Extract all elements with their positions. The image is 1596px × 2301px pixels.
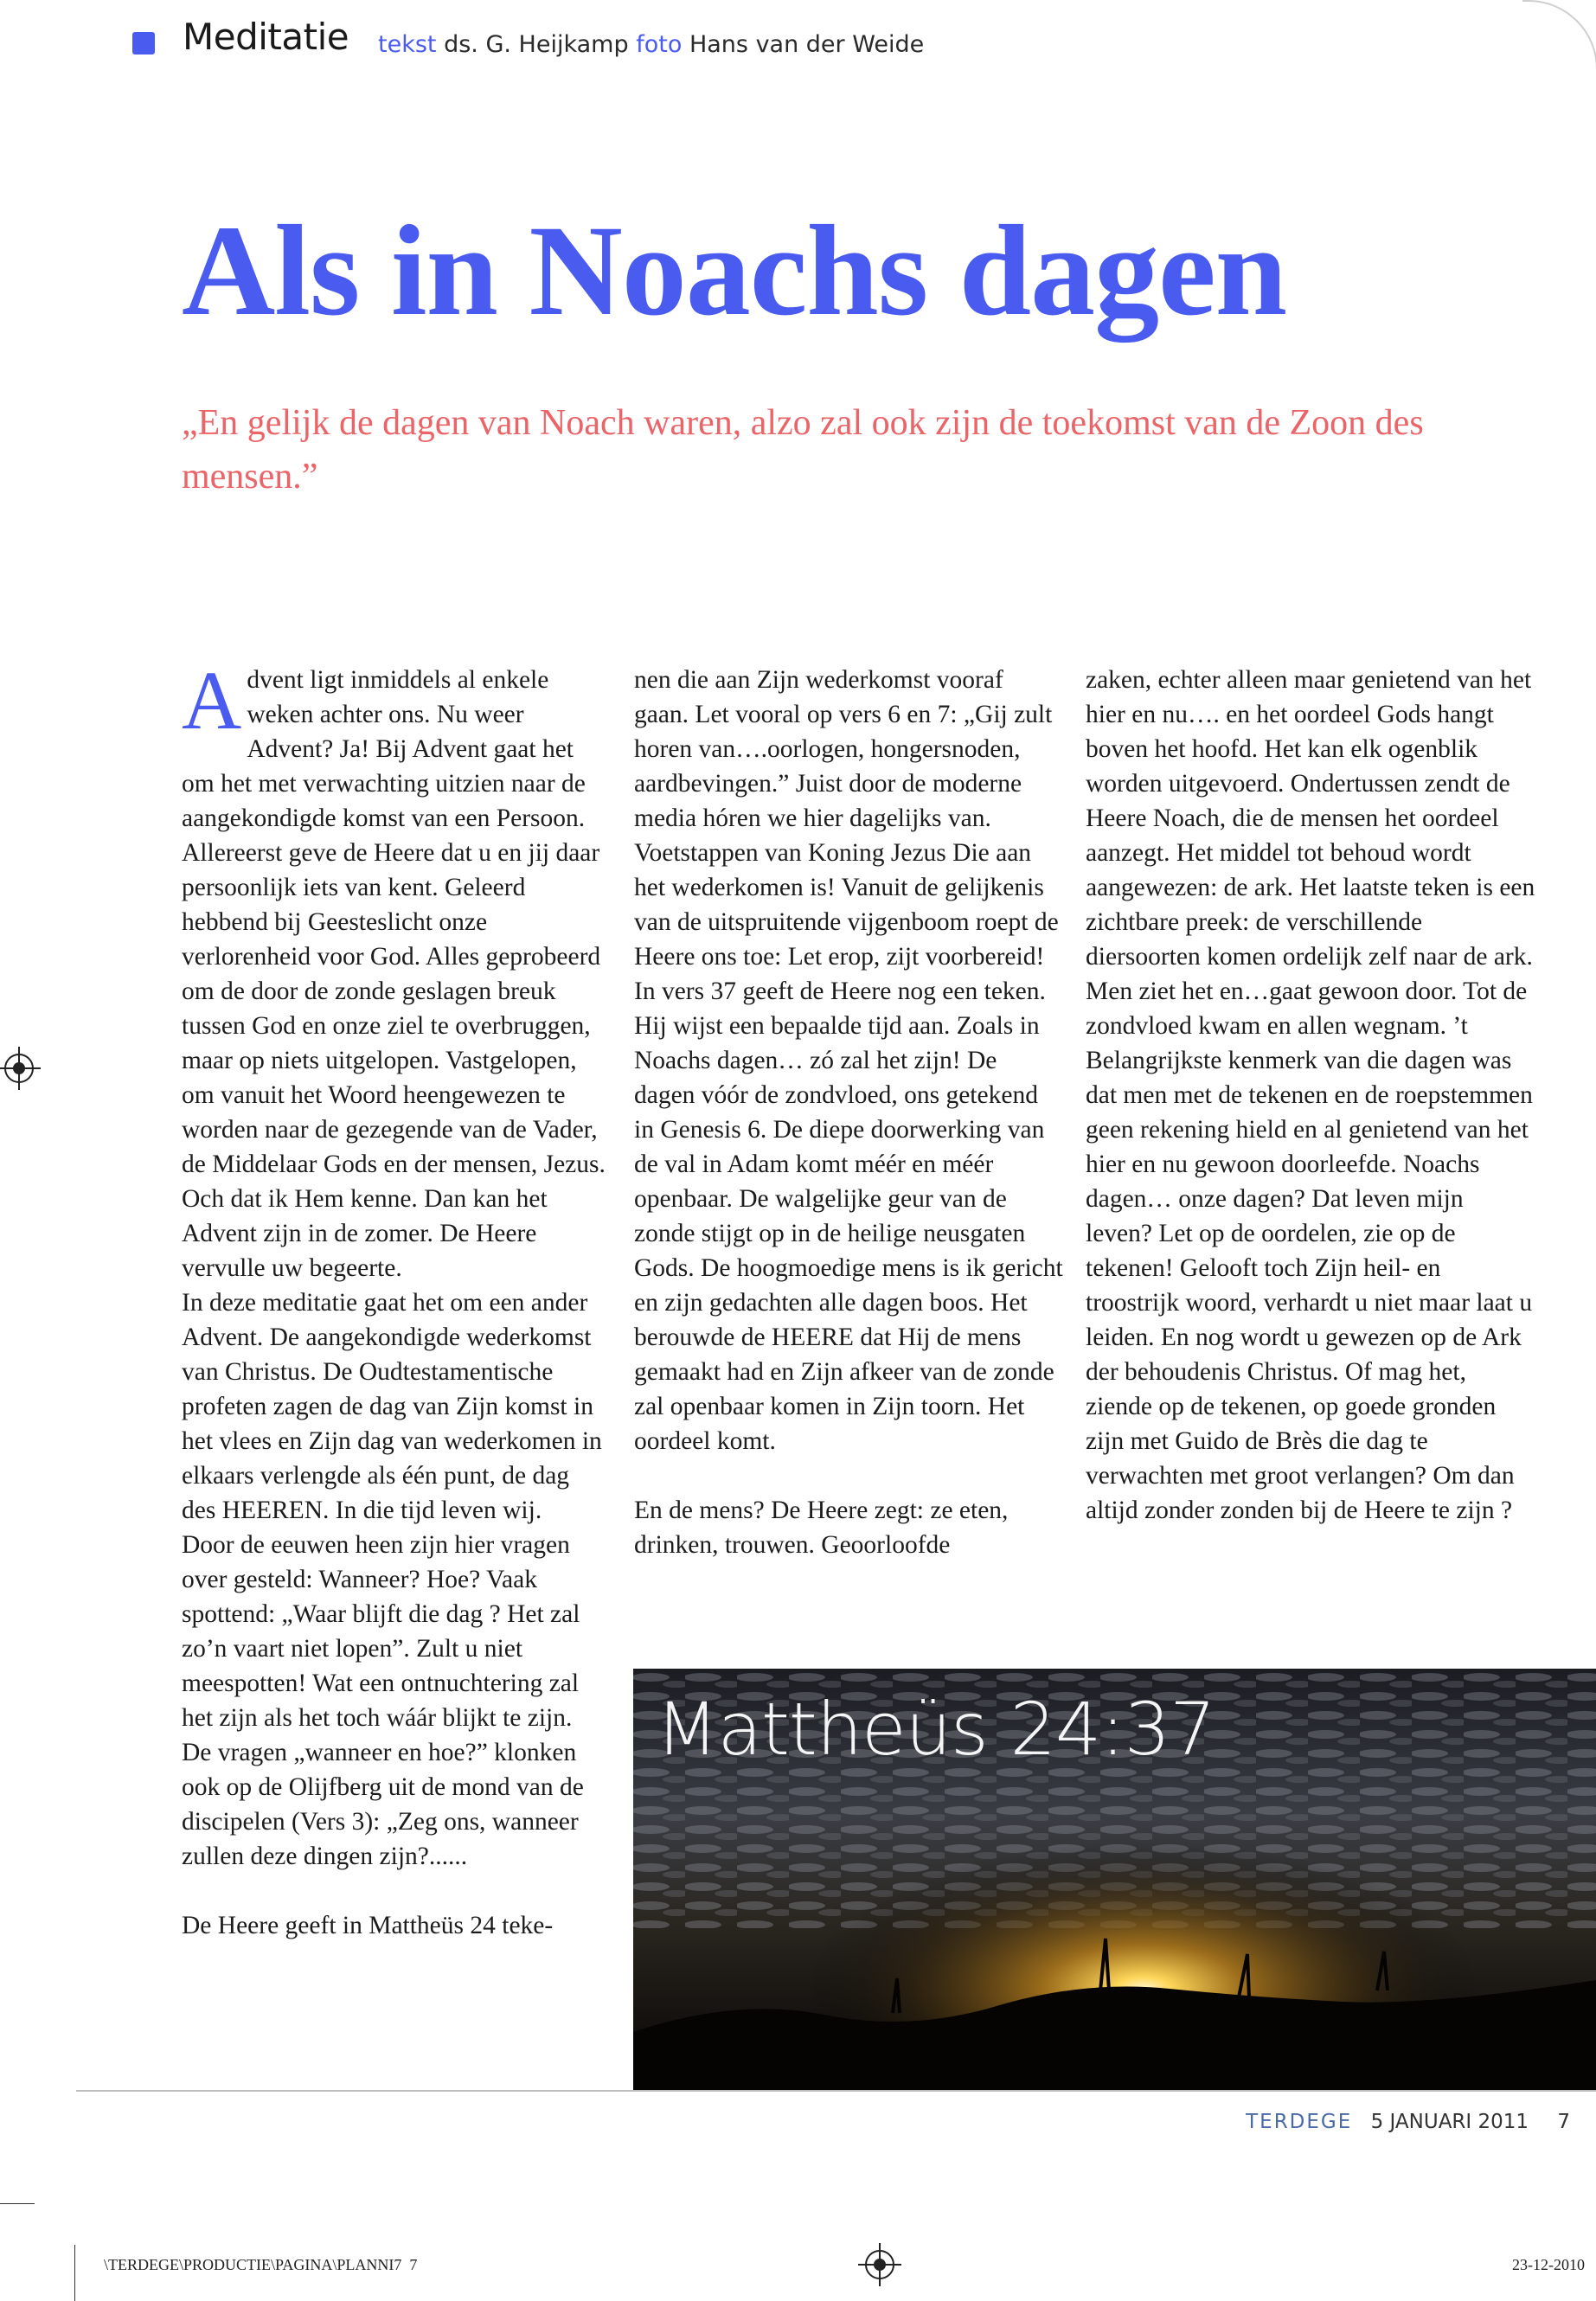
paragraph: zaken, echter alleen maar genietend van het hier en nu…. en het oordeel Gods hangt boven het hoofd. Het kan elk ogenblik worden uitgevoerd. Ondertussen zendt de Heere Noach, die de mensen het oordeel aanzegt. Het middel tot behoud wordt aangewezen: de ark. Het laatste teken is een zichtbare preek: de verschillende diersoorten komen ordelijk zelf naar de ark. Men ziet het en…gaat gewoon door. Tot de zondvloed kwam en allen wegnam. ’t Belangrijkste kenmerk van die dagen was dat men met de tekenen en de roepstemmen geen rekening hield en al genietend van het hier en nu gewoon doorleefde. Noachs dagen… onze dagen? Dat leven mijn leven? Let op de oordelen, zie op de tekenen! Gelooft toch Zijn heil- en troostrijk woord, verhardt u niet maar laat u leiden. En nog wordt u gewezen op de Ark der behoudenis Christus. Of mag het, ziende op de tekenen, op goede gronden zijn met Guido de Brès die dag te verwachten met groot verlangen? Om dan altijd zonder zonden bij de Heere te zijn ? <box>1086 666 1535 1524</box>
paragraph: nen die aan Zijn wederkomst vooraf gaan. Let vooral op vers 6 en 7: „Gij zult horen van….oorlogen, hongersnoden, aardbevingen.” Juist door de moderne media hóren we hier dagelijks van. Voetstappen van Koning Jezus Die aan het wederkomen is! Vanuit de gelijkenis van de uitspruitende vijgenboom roept de Heere ons toe: Let erop, zijt voorbereid! <box>634 666 1059 971</box>
page-number: 7 <box>1557 2111 1570 2133</box>
slug-path: \TERDEGE\PRODUCTIE\PAGINA\PLANNI7 <box>104 2256 402 2273</box>
print-slug <box>104 2256 417 2274</box>
text-label: tekst <box>378 31 437 58</box>
lead-quote: „En gelijk de dagen van Noach waren, alzo zal ook zijn de toekomst van de Zoon des mensen.” <box>182 403 1424 497</box>
author: ds. G. Heijkamp <box>444 31 629 58</box>
text-column-1 <box>182 654 607 1943</box>
drop-cap: A <box>182 654 242 747</box>
issue-date: 5 JANUARI 2011 <box>1370 2111 1529 2133</box>
paragraph: De Heere geeft in Mattheüs 24 teke- <box>182 1912 554 1939</box>
page-footer <box>1246 2111 1570 2133</box>
text-column-2 <box>634 663 1063 1562</box>
page-curl-decoration <box>1522 0 1596 227</box>
slug-date: 23-12-2010 <box>1512 2256 1585 2273</box>
photo-caption: Mattheüs 24:37 <box>656 1687 1215 1772</box>
photographer: Hans van der Weide <box>689 31 925 58</box>
magazine-name: TERDEGE <box>1246 2111 1353 2133</box>
slug-page: 7 <box>409 2256 418 2273</box>
paragraph: In deze meditatie gaat het om een ander Advent. De aangekondigde wederkomst van Christus. De Oudtestamentische profeten zagen de dag van Zijn komst in het vlees en Zijn dag van wederkomen in elkaars verlengde als één punt, de dag des HEEREN. In die tijd leven wij. <box>182 1289 602 1524</box>
paragraph: En de mens? De Heere zegt: ze eten, drinken, trouwen. Geoorloofde <box>634 1497 1009 1559</box>
paragraph: Door de eeuwen heen zijn hier vragen over gesteld: Wanneer? Hoe? Vaak spottend: „Waar blijft die dag ? Het zal zo’n vaart niet lopen”. Zult u niet meespotten! Wat een ontnuchtering zal het zijn als het toch wáár blijkt te zijn. De vragen „wanneer en hoe?” klonken ook op de Olijfberg uit de mond van de discipelen (Vers 3): „Zeg ons, wanneer zullen deze dingen zijn?...... <box>182 1531 584 1870</box>
photo-label: foto <box>636 31 683 58</box>
section-title: Meditatie <box>183 16 349 58</box>
credits <box>378 31 924 58</box>
paragraph <box>182 654 607 1285</box>
text-column-3 <box>1086 663 1535 1528</box>
article-title: Als in Noachs dagen <box>182 199 1287 343</box>
paragraph: In vers 37 geeft de Heere nog een teken. Hij wijst een bepaalde tijd aan. Zoals in Noachs dagen… zó zal het zijn! De dagen vóór de zondvloed, ons getekend in Genesis 6. De diepe doorwerking van de val in Adam komt méér en méér openbaar. De walgelijke geur van de zonde stijgt op in de heilige neusgaten Gods. De hoogmoedige mens is ik gericht en zijn gedachten alle dagen boos. Het berouwde de HEERE dat Hij de mens gemaakt had en Zijn afkeer van de zonde zal openbaar komen in Zijn toorn. Het oordeel komt. <box>634 977 1063 1455</box>
registration-mark-icon <box>865 2250 894 2279</box>
crop-mark <box>74 2245 75 2301</box>
section-marker <box>132 32 155 54</box>
bottom-rule <box>76 2090 1596 2092</box>
registration-mark-icon <box>4 1054 34 1083</box>
crop-mark <box>0 2203 35 2204</box>
paragraph-text: dvent ligt inmiddels al enkele weken achter ons. Nu weer Advent? Ja! Bij Advent gaat het om het met verwachting uitzien naar de aangekondigde komst van een Persoon. Allereerst geve de Heere dat u en jij daar persoonlijk iets van kent. Geleerd hebbend bij Geesteslicht onze verlorenheid voor God. Alles geprobeerd om de door de zonde geslagen breuk tussen God en onze ziel te overbruggen, maar op niets uitgelopen. Vastgelopen, om vanuit het Woord heengewezen te worden naar de gezegende van de Vader, de Middelaar Gods en der mensen, Jezus. Och dat ik Hem kenne. Dan kan het Advent zijn in de zomer. De Heere vervulle uw begeerte. <box>182 666 606 1282</box>
